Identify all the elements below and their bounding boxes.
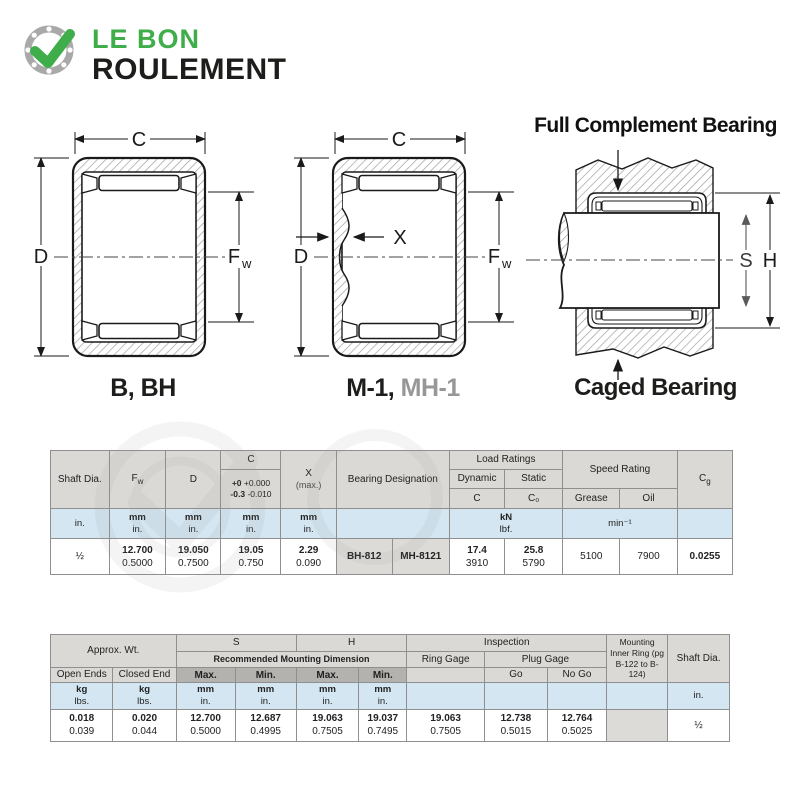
mm-unit: mm <box>374 684 392 695</box>
t2-units-shaft: in. <box>668 683 730 710</box>
t1-units-cg-blank <box>677 509 732 539</box>
t1-cell-d <box>166 539 221 575</box>
tol-mm-minus: -0.3 <box>230 489 246 499</box>
t1-header-load-ratings: Load Ratings <box>449 451 562 470</box>
dim-label-c: C <box>131 129 147 151</box>
mm-unit: mm <box>128 511 146 523</box>
t2-units-go-blank <box>484 683 547 710</box>
t1-units-load <box>449 509 562 539</box>
in-value: 0.5025 <box>561 726 593 738</box>
kg-value: 0.020 <box>132 713 158 725</box>
tolerance-line-2 <box>223 489 278 500</box>
t2-header-recommended-mounting: Recommended Mounting Dimension <box>176 652 407 668</box>
t2-header-ring-gage: Ring Gage <box>407 652 484 668</box>
logo-line-2: ROULEMENT <box>92 53 287 86</box>
t2-cell-shaft-dia: ½ <box>668 709 730 741</box>
t1-cell-designation-bh: BH-812 <box>336 539 392 575</box>
dim-label-fw-sub: w <box>502 256 512 271</box>
t1-units-c <box>221 509 281 539</box>
t1-header-oil: Oil <box>620 489 677 509</box>
kg-unit: kg <box>138 684 151 695</box>
t1-cell-c <box>221 539 281 575</box>
mm-unit: mm <box>242 511 260 523</box>
kn-value: 25.8 <box>523 544 544 556</box>
mm-value: 12.738 <box>500 713 532 725</box>
t2-header-h: H <box>296 635 407 652</box>
caption-caged-text: Caged Bearing <box>574 374 737 401</box>
in-unit: in. <box>245 523 256 535</box>
in-value: 0.5000 <box>122 557 153 569</box>
t2-units-smin <box>235 683 296 710</box>
t1-cell-fw <box>109 539 166 575</box>
t2-units-ring-blank <box>407 683 484 710</box>
in-value: 0.750 <box>238 557 264 569</box>
x-max-note: (max.) <box>295 480 322 491</box>
caption-b-bh-text: B, BH <box>110 374 176 402</box>
mm-value: 19.063 <box>312 713 343 725</box>
in-unit: in. <box>322 695 333 707</box>
t1-cell-x <box>281 539 336 575</box>
housing-top <box>576 158 713 213</box>
t1-units-fw <box>109 509 166 539</box>
t2-header-h-max: Max. <box>296 668 358 683</box>
t2-cell-open-wt <box>51 709 113 741</box>
kg-value: 0.018 <box>69 713 95 725</box>
brand-logo <box>22 18 287 85</box>
t2-cell-mounting-blank <box>607 709 668 741</box>
in-value: 0.4995 <box>250 726 281 738</box>
mm-value: 19.050 <box>178 544 209 556</box>
t2-header-inspection: Inspection <box>407 635 607 652</box>
in-value: 0.5000 <box>190 726 221 738</box>
t2-header-mounting-inner-ring: Mounting Inner Ring (pg B-122 to B-124) <box>607 635 668 683</box>
t2-units-smax <box>176 683 235 710</box>
t1-header-dynamic-c: C <box>449 489 504 509</box>
dimensions-ratings-table <box>50 450 733 575</box>
dim-label-d: D <box>33 246 49 268</box>
t1-header-bearing-designation: Bearing Designation <box>336 451 449 509</box>
tol-mm-plus: +0 <box>231 477 242 488</box>
mm-unit: mm <box>257 684 275 695</box>
t2-header-s: S <box>176 635 296 652</box>
mm-value: 12.687 <box>250 713 281 725</box>
kg-unit: kg <box>76 684 88 695</box>
t1-cell-designation-mh: MH-8121 <box>392 539 449 575</box>
t2-cell-h-min <box>359 709 407 741</box>
t2-header-h-min: Min. <box>359 668 407 683</box>
t1-cell-dynamic <box>449 539 504 575</box>
t2-units-hmax <box>296 683 358 710</box>
caption-m1-black: M-1, <box>346 374 395 402</box>
mm-value: 19.063 <box>430 713 461 725</box>
in-unit: in. <box>260 695 271 707</box>
t1-header-fw <box>109 451 166 509</box>
t1-header-c-tolerance <box>221 470 281 509</box>
t2-units-mounting-blank <box>607 683 668 710</box>
dim-label-fw: F <box>487 246 501 268</box>
t2-header-s-min: Min. <box>235 668 296 683</box>
kn-unit: kN <box>499 511 513 523</box>
t2-cell-h-max <box>296 709 358 741</box>
dim-label-d: D <box>293 246 309 268</box>
t2-units-nogo-blank <box>547 683 606 710</box>
mounting-inspection-table <box>50 634 730 742</box>
lbf-value: 5790 <box>522 557 545 569</box>
t2-units-closed <box>113 683 176 710</box>
in-unit: in. <box>132 523 143 535</box>
mm-unit: mm <box>197 684 215 695</box>
dim-label-c: C <box>391 129 407 151</box>
mm-value: 12.700 <box>122 544 153 556</box>
mm-unit: mm <box>184 511 202 523</box>
t1-header-speed-rating: Speed Rating <box>563 451 678 489</box>
cg-main: C <box>699 472 707 484</box>
lbs-value: 0.039 <box>69 726 95 738</box>
t1-header-static-c0: C₀ <box>505 489 563 509</box>
in-unit: in. <box>303 523 314 535</box>
t2-header-s-max: Max. <box>176 668 235 683</box>
diagram-caged-bearing <box>518 148 793 408</box>
mm-unit: mm <box>300 511 318 523</box>
t1-cell-cg: 0.0255 <box>677 539 732 575</box>
dim-label-fw-sub: w <box>242 256 252 271</box>
mm-value: 19.05 <box>238 544 264 556</box>
in-value: 0.090 <box>296 557 322 569</box>
x-main: X <box>305 468 312 480</box>
t1-units-d <box>166 509 221 539</box>
in-unit: in. <box>188 523 199 535</box>
t2-units-hmin <box>359 683 407 710</box>
caption-b-bh <box>18 374 268 403</box>
t2-cell-s-min <box>235 709 296 741</box>
t1-units-bearing-blank <box>336 509 449 539</box>
logo-text <box>92 18 287 85</box>
tolerance-line-1 <box>223 478 278 489</box>
lbs-unit: lbs. <box>137 695 152 707</box>
t1-units-x <box>281 509 336 539</box>
t1-units-speed: min⁻¹ <box>563 509 678 539</box>
mm-value: 12.700 <box>190 713 221 725</box>
t2-header-approx-wt: Approx. Wt. <box>51 635 177 668</box>
in-unit: in. <box>377 695 388 707</box>
mm-value: 2.29 <box>298 544 319 556</box>
dim-label-s: S <box>739 250 753 272</box>
lbs-unit: lbs. <box>74 695 90 707</box>
in-unit: in. <box>200 695 211 707</box>
t1-units-shaft: in. <box>51 509 110 539</box>
caption-mh1-gray: MH-1 <box>400 374 460 402</box>
lbf-unit: lbf. <box>499 523 513 535</box>
full-complement-title <box>518 114 793 138</box>
t1-header-cg <box>677 451 732 509</box>
in-value: 0.7500 <box>178 557 209 569</box>
tol-in-plus: +0.000 <box>243 477 271 488</box>
caption-m1-mh1 <box>278 374 528 403</box>
t1-cell-shaft-dia: ½ <box>51 539 110 575</box>
t1-header-c: C <box>221 451 281 470</box>
t1-header-shaft-dia: Shaft Dia. <box>51 451 110 509</box>
t2-cell-s-max <box>176 709 235 741</box>
t1-header-x <box>281 451 336 509</box>
t1-header-static: Static <box>505 470 563 489</box>
caption-caged-bearing <box>518 374 793 402</box>
t2-header-ring-gage-blank <box>407 668 484 683</box>
t2-cell-closed-wt <box>113 709 176 741</box>
mm-value: 19.037 <box>367 713 399 725</box>
t2-header-go: Go <box>484 668 547 683</box>
t1-cell-grease-speed: 5100 <box>563 539 620 575</box>
in-value: 0.7495 <box>367 726 399 738</box>
lbf-value: 3910 <box>465 557 489 569</box>
t2-header-shaft-dia: Shaft Dia. <box>668 635 730 683</box>
cg-sub: g <box>706 476 711 486</box>
fw-sub: w <box>137 476 144 486</box>
tol-in-minus: -0.010 <box>247 489 272 499</box>
t1-cell-static <box>505 539 563 575</box>
t2-header-open-ends: Open Ends <box>51 668 113 683</box>
t2-cell-ring-gage <box>407 709 484 741</box>
t1-header-dynamic: Dynamic <box>449 470 504 489</box>
diagram-m1-mh1 <box>278 128 528 378</box>
t2-header-closed-end: Closed End <box>113 668 176 683</box>
t2-cell-plug-go <box>484 709 547 741</box>
mm-unit: mm <box>319 684 336 695</box>
t2-cell-plug-no-go <box>547 709 606 741</box>
mm-value: 12.764 <box>561 713 593 725</box>
in-value: 0.7505 <box>312 726 343 738</box>
t1-cell-oil-speed: 7900 <box>620 539 677 575</box>
fw-main: F <box>131 472 138 484</box>
dim-label-h: H <box>762 250 778 272</box>
t2-units-open <box>51 683 113 710</box>
diagram-b-bh <box>18 128 268 378</box>
t2-header-plug-gage: Plug Gage <box>484 652 606 668</box>
kn-value: 17.4 <box>467 544 487 556</box>
dim-label-x: X <box>393 227 407 249</box>
in-value: 0.5015 <box>500 726 532 738</box>
t2-header-no-go: No Go <box>547 668 606 683</box>
housing-bottom <box>576 308 713 358</box>
t1-header-d: D <box>166 451 221 509</box>
logo-line-1: LE BON <box>92 24 201 54</box>
in-value: 0.7505 <box>430 726 461 738</box>
t1-header-grease: Grease <box>563 489 620 509</box>
lbs-value: 0.044 <box>132 726 158 738</box>
bearing-check-icon <box>22 18 84 80</box>
dim-label-fw: F <box>227 246 241 268</box>
full-complement-title-text: Full Complement Bearing <box>534 114 777 137</box>
